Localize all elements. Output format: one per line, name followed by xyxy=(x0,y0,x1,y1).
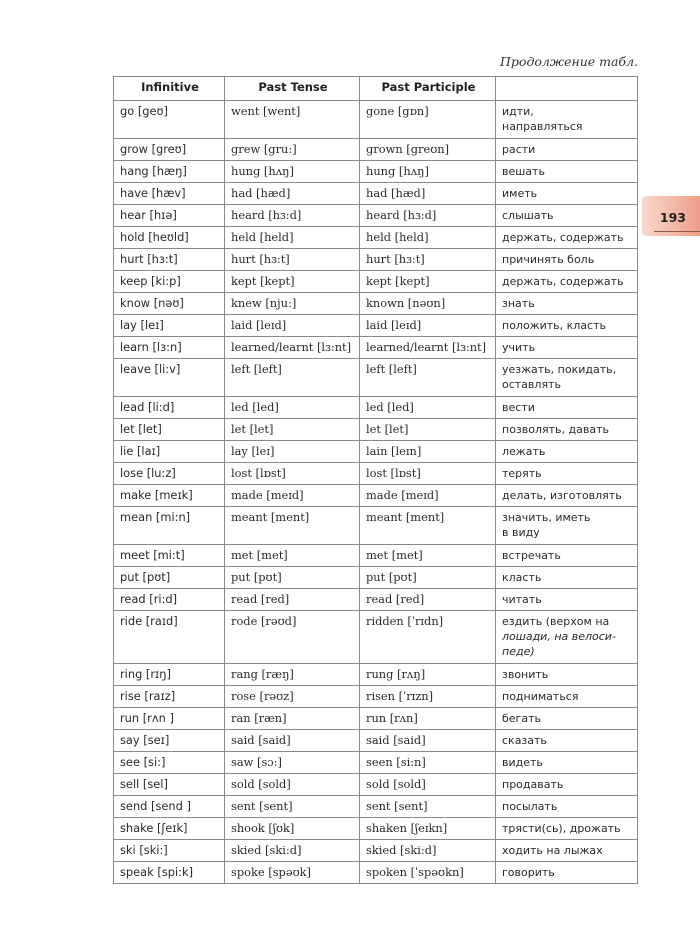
infinitive-cell: grow [greʊ] xyxy=(114,139,225,161)
translation-cell xyxy=(496,752,638,774)
table-row xyxy=(114,183,638,205)
table-row xyxy=(114,205,638,227)
translation-cell xyxy=(496,507,638,545)
infinitive-cell: lose [lu:z] xyxy=(114,463,225,485)
translation-line: в виду xyxy=(502,526,540,539)
past-participle-cell: shaken [ʃeɪkn] xyxy=(360,818,496,840)
translation-cell xyxy=(496,337,638,359)
past-participle-cell: meant [ment] xyxy=(360,507,496,545)
infinitive-cell: know [nəʊ] xyxy=(114,293,225,315)
header-translation xyxy=(496,77,638,101)
past-participle-cell: ridden [ˈrɪdn] xyxy=(360,611,496,664)
translation-cell xyxy=(496,840,638,862)
table-row xyxy=(114,419,638,441)
translation-line: держать, содержать xyxy=(502,275,624,288)
past-participle-cell: heard [hɜ:d] xyxy=(360,205,496,227)
past-tense-cell: knew [nju:] xyxy=(225,293,360,315)
table-row xyxy=(114,315,638,337)
irregular-verbs-table xyxy=(113,76,638,884)
translation-cell xyxy=(496,686,638,708)
past-tense-cell: read [red] xyxy=(225,589,360,611)
translation-cell xyxy=(496,139,638,161)
translation-line: позволять, давать xyxy=(502,423,609,436)
translation-cell xyxy=(496,463,638,485)
infinitive-cell: read [ri:d] xyxy=(114,589,225,611)
infinitive-cell: see [si:] xyxy=(114,752,225,774)
past-tense-cell: met [met] xyxy=(225,545,360,567)
infinitive-cell: ride [raɪd] xyxy=(114,611,225,664)
translation-line: делать, изготовлять xyxy=(502,489,622,502)
translation-cell xyxy=(496,271,638,293)
past-tense-cell: ran [ræn] xyxy=(225,708,360,730)
translation-cell xyxy=(496,567,638,589)
table-row xyxy=(114,337,638,359)
translation-line: положить, класть xyxy=(502,319,606,332)
past-tense-cell: lost [lɒst] xyxy=(225,463,360,485)
past-participle-cell: skied [ski:d] xyxy=(360,840,496,862)
infinitive-cell: run [rʌn ] xyxy=(114,708,225,730)
table-row xyxy=(114,589,638,611)
translation-cell xyxy=(496,183,638,205)
translation-cell xyxy=(496,708,638,730)
translation-cell xyxy=(496,293,638,315)
table-row xyxy=(114,567,638,589)
translation-cell xyxy=(496,545,638,567)
translation-cell xyxy=(496,730,638,752)
header-infinitive: Infinitive xyxy=(114,77,225,101)
table-row xyxy=(114,463,638,485)
table-row xyxy=(114,271,638,293)
past-participle-cell: seen [si:n] xyxy=(360,752,496,774)
translation-line: бегать xyxy=(502,712,541,725)
past-participle-cell: kept [kept] xyxy=(360,271,496,293)
past-participle-cell: laid [leɪd] xyxy=(360,315,496,337)
table-row xyxy=(114,101,638,139)
past-participle-cell: lost [lɒst] xyxy=(360,463,496,485)
translation-line: сказать xyxy=(502,734,547,747)
past-participle-cell: hurt [hɜ:t] xyxy=(360,249,496,271)
table-row xyxy=(114,730,638,752)
past-participle-cell: risen [ˈrɪzn] xyxy=(360,686,496,708)
infinitive-cell: hear [hɪə] xyxy=(114,205,225,227)
translation-line: иметь xyxy=(502,187,538,200)
infinitive-cell: hang [hæŋ] xyxy=(114,161,225,183)
infinitive-cell: mean [mi:n] xyxy=(114,507,225,545)
translation-cell xyxy=(496,419,638,441)
infinitive-cell: go [geʊ] xyxy=(114,101,225,139)
infinitive-cell: make [meɪk] xyxy=(114,485,225,507)
past-participle-cell: run [rʌn] xyxy=(360,708,496,730)
infinitive-cell: hold [heʊld] xyxy=(114,227,225,249)
past-tense-cell: spoke [spəʊk] xyxy=(225,862,360,884)
past-tense-cell: rose [rəʊz] xyxy=(225,686,360,708)
header-past-participle: Past Participle xyxy=(360,77,496,101)
translation-line: подниматься xyxy=(502,690,579,703)
translation-cell xyxy=(496,161,638,183)
past-tense-cell: let [let] xyxy=(225,419,360,441)
infinitive-cell: sell [sel] xyxy=(114,774,225,796)
table-row xyxy=(114,545,638,567)
translation-cell xyxy=(496,101,638,139)
past-tense-cell: kept [kept] xyxy=(225,271,360,293)
table-row xyxy=(114,293,638,315)
past-participle-cell: spoken [ˈspəʊkn] xyxy=(360,862,496,884)
past-participle-cell: said [said] xyxy=(360,730,496,752)
translation-line: направляться xyxy=(502,120,583,133)
translation-cell xyxy=(496,589,638,611)
table-row xyxy=(114,249,638,271)
infinitive-cell: learn [lɜ:n] xyxy=(114,337,225,359)
past-tense-cell: sold [sold] xyxy=(225,774,360,796)
infinitive-cell: speak [spi:k] xyxy=(114,862,225,884)
translation-cell xyxy=(496,359,638,397)
translation-line: причинять боль xyxy=(502,253,595,266)
past-participle-cell: gone [gɒn] xyxy=(360,101,496,139)
table-row xyxy=(114,818,638,840)
translation-line: продавать xyxy=(502,778,564,791)
past-tense-cell: rode [rəʊd] xyxy=(225,611,360,664)
translation-line: лошади, на велоси- xyxy=(502,630,616,643)
infinitive-cell: shake [ʃeɪk] xyxy=(114,818,225,840)
table-row xyxy=(114,686,638,708)
past-participle-cell: sent [sent] xyxy=(360,796,496,818)
infinitive-cell: lie [laɪ] xyxy=(114,441,225,463)
page-tab-rule xyxy=(654,231,700,232)
translation-cell xyxy=(496,205,638,227)
translation-line: значить, иметь xyxy=(502,511,591,524)
infinitive-cell: leave [li:v] xyxy=(114,359,225,397)
translation-line: читать xyxy=(502,593,542,606)
past-participle-cell: read [red] xyxy=(360,589,496,611)
past-participle-cell: led [led] xyxy=(360,397,496,419)
page-number: 193 xyxy=(659,210,686,225)
infinitive-cell: keep [ki:p] xyxy=(114,271,225,293)
infinitive-cell: lay [leɪ] xyxy=(114,315,225,337)
infinitive-cell: have [hæv] xyxy=(114,183,225,205)
infinitive-cell: ring [rɪŋ] xyxy=(114,664,225,686)
past-tense-cell: led [led] xyxy=(225,397,360,419)
translation-line: уезжать, покидать, xyxy=(502,363,617,376)
translation-cell xyxy=(496,862,638,884)
infinitive-cell: lead [li:d] xyxy=(114,397,225,419)
past-tense-cell: hurt [hɜ:t] xyxy=(225,249,360,271)
past-tense-cell: shook [ʃʊk] xyxy=(225,818,360,840)
past-tense-cell: rang [ræŋ] xyxy=(225,664,360,686)
past-tense-cell: laid [leɪd] xyxy=(225,315,360,337)
translation-cell xyxy=(496,485,638,507)
infinitive-cell: send [send ] xyxy=(114,796,225,818)
past-tense-cell: skied [ski:d] xyxy=(225,840,360,862)
past-participle-cell: made [meɪd] xyxy=(360,485,496,507)
translation-line: педе) xyxy=(502,645,535,658)
past-participle-cell: sold [sold] xyxy=(360,774,496,796)
header-past-tense: Past Tense xyxy=(225,77,360,101)
table-row xyxy=(114,227,638,249)
past-tense-cell: meant [ment] xyxy=(225,507,360,545)
table-continuation-caption: Продолжение табл. xyxy=(500,54,638,69)
translation-cell xyxy=(496,249,638,271)
past-participle-cell: held [held] xyxy=(360,227,496,249)
past-tense-cell: had [hæd] xyxy=(225,183,360,205)
past-tense-cell: left [left] xyxy=(225,359,360,397)
translation-line: оставлять xyxy=(502,378,561,391)
table-row xyxy=(114,139,638,161)
translation-line: расти xyxy=(502,143,536,156)
table-row xyxy=(114,441,638,463)
past-participle-cell: known [nəʊn] xyxy=(360,293,496,315)
translation-line: лежать xyxy=(502,445,546,458)
translation-line: вешать xyxy=(502,165,545,178)
translation-line: ходить на лыжах xyxy=(502,844,603,857)
translation-cell xyxy=(496,796,638,818)
translation-cell xyxy=(496,818,638,840)
past-tense-cell: held [held] xyxy=(225,227,360,249)
table-row xyxy=(114,397,638,419)
past-tense-cell: made [meɪd] xyxy=(225,485,360,507)
table-row xyxy=(114,840,638,862)
infinitive-cell: rise [raɪz] xyxy=(114,686,225,708)
past-participle-cell: grown [greʊn] xyxy=(360,139,496,161)
header-row xyxy=(114,77,638,101)
translation-line: держать, содержать xyxy=(502,231,624,244)
past-tense-cell: grew [gru:] xyxy=(225,139,360,161)
table-row xyxy=(114,664,638,686)
translation-cell xyxy=(496,664,638,686)
past-tense-cell: went [went] xyxy=(225,101,360,139)
past-tense-cell: heard [hɜ:d] xyxy=(225,205,360,227)
past-tense-cell: hung [hʌŋ] xyxy=(225,161,360,183)
table-row xyxy=(114,862,638,884)
translation-line: идти, xyxy=(502,105,534,118)
translation-cell xyxy=(496,227,638,249)
translation-line: класть xyxy=(502,571,542,584)
table-row xyxy=(114,161,638,183)
past-participle-cell: let [let] xyxy=(360,419,496,441)
translation-line: посылать xyxy=(502,800,558,813)
translation-cell xyxy=(496,441,638,463)
past-participle-cell: rung [rʌŋ] xyxy=(360,664,496,686)
infinitive-cell: let [let] xyxy=(114,419,225,441)
past-tense-cell: put [pʊt] xyxy=(225,567,360,589)
infinitive-cell: hurt [hɜ:t] xyxy=(114,249,225,271)
table-row xyxy=(114,485,638,507)
table-row xyxy=(114,774,638,796)
table-row xyxy=(114,507,638,545)
past-tense-cell: said [said] xyxy=(225,730,360,752)
past-participle-cell: put [pʊt] xyxy=(360,567,496,589)
past-participle-cell: had [hæd] xyxy=(360,183,496,205)
translation-line: трясти(сь), дрожать xyxy=(502,822,621,835)
past-participle-cell: met [met] xyxy=(360,545,496,567)
past-participle-cell: left [left] xyxy=(360,359,496,397)
past-participle-cell: learned/learnt [lɜ:nt] xyxy=(360,337,496,359)
infinitive-cell: say [seɪ] xyxy=(114,730,225,752)
past-participle-cell: hung [hʌŋ] xyxy=(360,161,496,183)
translation-cell xyxy=(496,315,638,337)
translation-line: терять xyxy=(502,467,542,480)
table-row xyxy=(114,611,638,664)
translation-line: ездить (верхом на xyxy=(502,615,610,628)
table-row xyxy=(114,796,638,818)
translation-cell xyxy=(496,774,638,796)
past-participle-cell: lain [leɪn] xyxy=(360,441,496,463)
translation-line: слышать xyxy=(502,209,554,222)
past-tense-cell: lay [leɪ] xyxy=(225,441,360,463)
past-tense-cell: learned/learnt [lɜ:nt] xyxy=(225,337,360,359)
table-row xyxy=(114,752,638,774)
table-row xyxy=(114,359,638,397)
translation-line: знать xyxy=(502,297,535,310)
past-tense-cell: saw [sɔ:] xyxy=(225,752,360,774)
translation-cell xyxy=(496,611,638,664)
translation-cell xyxy=(496,397,638,419)
table-row xyxy=(114,708,638,730)
translation-line: говорить xyxy=(502,866,555,879)
translation-line: звонить xyxy=(502,668,549,681)
translation-line: видеть xyxy=(502,756,543,769)
translation-line: учить xyxy=(502,341,536,354)
infinitive-cell: meet [mi:t] xyxy=(114,545,225,567)
infinitive-cell: put [pʊt] xyxy=(114,567,225,589)
past-tense-cell: sent [sent] xyxy=(225,796,360,818)
infinitive-cell: ski [ski:] xyxy=(114,840,225,862)
translation-line: вести xyxy=(502,401,535,414)
translation-line: встречать xyxy=(502,549,561,562)
